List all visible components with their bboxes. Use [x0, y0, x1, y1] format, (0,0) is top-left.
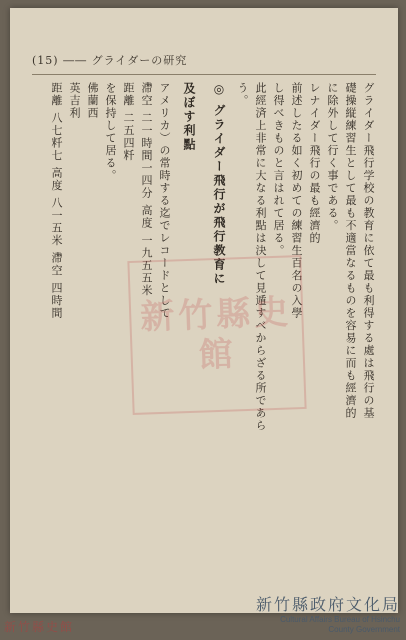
text-column: 前述したる如く初めての練習生百名の入學 [290, 82, 303, 320]
text-column: 英吉利 [68, 82, 81, 120]
text-column: し得べきものと言はれて居る。 [272, 82, 285, 257]
bureau-watermark [256, 592, 400, 635]
text-column: 距離 八七粁七 高度 八一五米 滯空 四時間 [50, 82, 63, 320]
text-column: 此經済上非常に大なる利點は決して見遁すべからざる所であら [254, 82, 267, 432]
bureau-name-zh: 新竹縣政府文化局 [255, 595, 400, 614]
text-column: グライダー飛行学校の教育に依て最も利得する處は飛行の基 [362, 82, 375, 420]
header-rule [32, 74, 376, 75]
document-page [10, 8, 398, 613]
text-column: 佛蘭西 [86, 82, 99, 120]
section-heading: 及ぼす利點 [182, 82, 196, 152]
text-column: 滯空 二一時間一四分 高度 一九五五米 [140, 82, 153, 297]
text-column: アメリカ）の常時する迄でレコードとして [158, 82, 171, 320]
text-column: う。 [236, 82, 249, 107]
running-head: (15) ―― グライダーの研究 [32, 54, 188, 67]
text-column: に除外して行く事である。 [326, 82, 339, 232]
bureau-name-en-2: County Government [328, 625, 400, 634]
library-watermark-stamp: 新竹縣史館 [127, 255, 306, 415]
bureau-name-en: Cultural Affairs Bureau of Hsinchu [280, 615, 400, 624]
text-column: 距離 二五四粁 [122, 82, 135, 162]
archive-seal: 新竹縣史館 [4, 620, 75, 634]
text-column: レナイダー飛行の最も經濟的 [308, 82, 321, 245]
section-heading: ◎ グライダー飛行が飛行教育に [212, 82, 226, 287]
text-column: を保持して居る。 [104, 82, 117, 182]
text-column: 礎操縦練習生として最も不適當なるものを容易に而も經濟的 [344, 82, 357, 420]
